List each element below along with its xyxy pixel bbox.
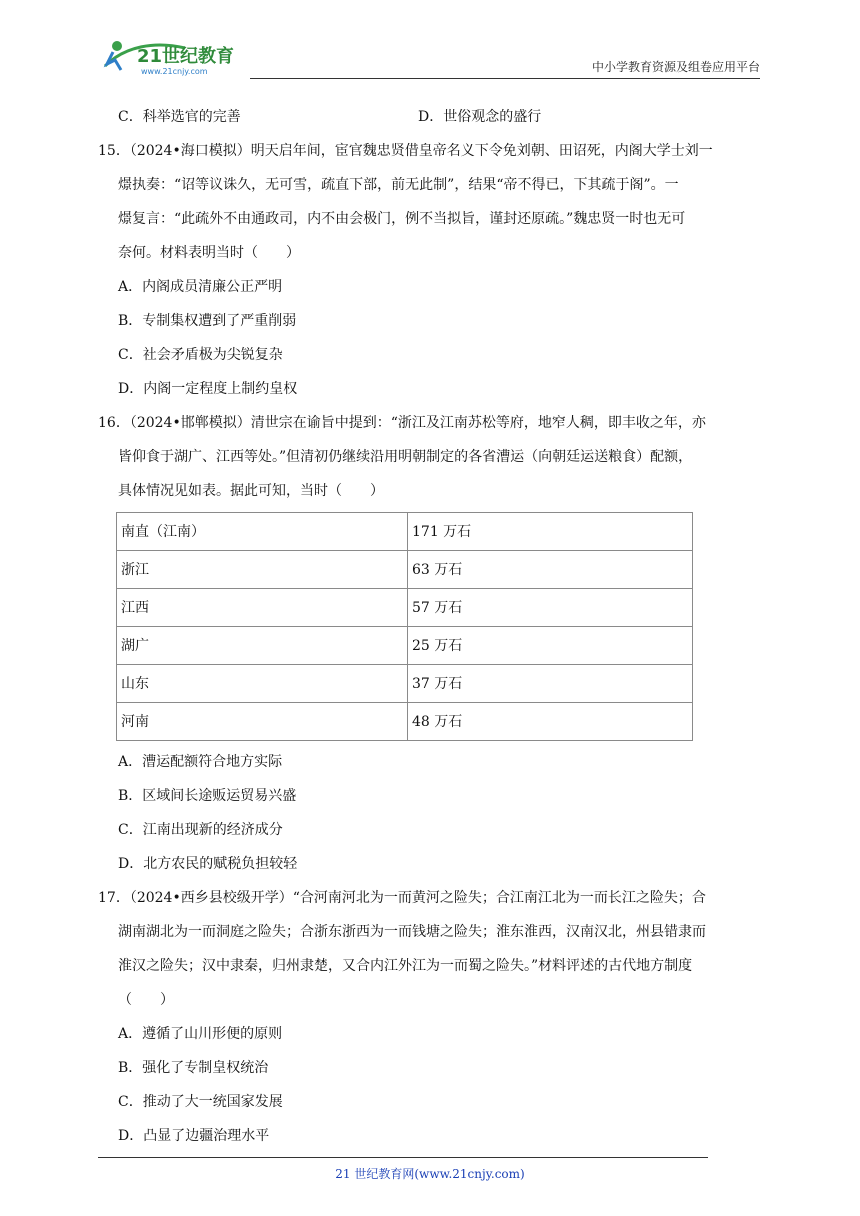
table-cell: 湖广 — [117, 627, 408, 665]
table-cell: 48 万石 — [408, 703, 693, 741]
grain-quota-table — [116, 512, 693, 741]
table-cell: 63 万石 — [408, 551, 693, 589]
option-a: A．漕运配额符合地方实际 — [118, 754, 283, 770]
option-c: C．推动了大一统国家发展 — [118, 1094, 283, 1110]
document-body — [98, 100, 760, 1153]
question-line: 16．（2024•邯郸模拟）清世宗在谕旨中提到：“浙江及江南苏松等府，地窄人稠，即丰收之年，亦 — [98, 415, 706, 431]
option-d: D．北方农民的赋税负担较轻 — [118, 856, 298, 872]
question-line: （ ） — [118, 992, 174, 1008]
page-header — [95, 30, 760, 80]
option-d: D．凸显了边疆治理水平 — [118, 1128, 270, 1144]
table-cell: 25 万石 — [408, 627, 693, 665]
option-d: D．世俗观念的盛行 — [418, 109, 542, 125]
question-16 — [98, 406, 760, 881]
footer-divider — [98, 1157, 708, 1158]
question-line: 燝复言：“此疏外不由通政司，内不由会极门，例不当拟旨，谨封还原疏。”魏忠贤一时也无可 — [118, 211, 686, 227]
platform-name: 中小学教育资源及组卷应用平台 — [591, 60, 760, 74]
table-cell: 57 万石 — [408, 589, 693, 627]
header-divider — [250, 78, 760, 79]
option-c: C．社会矛盾极为尖锐复杂 — [118, 347, 283, 363]
table-row — [117, 627, 693, 665]
page-footer: 21 世纪教育网(www.21cnjy.com) — [335, 1167, 525, 1181]
svg-text:21世纪教育: 21世纪教育 — [137, 46, 235, 67]
q14-options — [98, 100, 760, 134]
table-row — [117, 703, 693, 741]
question-line: 具体情况见如表。据此可知，当时（ ） — [118, 483, 384, 499]
option-c: C．江南出现新的经济成分 — [118, 822, 283, 838]
question-line: 淮汉之险失；汉中隶秦，归州隶楚，又合内江外江为一而蜀之险失。”材料评述的古代地方制度 — [118, 958, 693, 974]
table-cell: 河南 — [117, 703, 408, 741]
question-line: 奈何。材料表明当时（ ） — [118, 245, 300, 261]
option-b: B．强化了专制皇权统治 — [118, 1060, 269, 1076]
question-line: 15．（2024•海口模拟）明天启年间，宦官魏忠贤借皇帝名义下令免刘朝、田诏死，内阁大学士刘一 — [98, 143, 713, 159]
table-row — [117, 513, 693, 551]
table-cell: 171 万石 — [408, 513, 693, 551]
table-row — [117, 551, 693, 589]
option-b: B．专制集权遭到了严重削弱 — [118, 313, 297, 329]
table-cell: 浙江 — [117, 551, 408, 589]
question-line: 燝执奏：“诏等议诛久，无可雪，疏直下部，前无此制”，结果“帝不得已，下其疏于阁”。一 — [118, 177, 679, 193]
option-a: A．内阁成员清廉公正严明 — [118, 279, 283, 295]
table-row — [117, 665, 693, 703]
question-line: 皆仰食于湖广、江西等处。”但清初仍继续沿用明朝制定的各省漕运（向朝廷运送粮食）配额， — [118, 449, 693, 465]
table-row — [117, 589, 693, 627]
option-d: D．内阁一定程度上制约皇权 — [118, 381, 298, 397]
table-cell: 37 万石 — [408, 665, 693, 703]
site-logo — [95, 36, 255, 76]
table-cell: 江西 — [117, 589, 408, 627]
option-a: A．遵循了山川形便的原则 — [118, 1026, 283, 1042]
question-15 — [98, 134, 760, 406]
table-cell: 山东 — [117, 665, 408, 703]
svg-text:www.21cnjy.com: www.21cnjy.com — [141, 67, 208, 76]
question-line: 湖南湖北为一而洞庭之险失；合浙东浙西为一而钱塘之险失；淮东淮西，汉南汉北，州县错隶而 — [118, 924, 706, 940]
option-c: C．科举选官的完善 — [118, 109, 241, 125]
question-17 — [98, 881, 760, 1153]
table-cell: 南直（江南） — [117, 513, 408, 551]
question-line: 17．（2024•西乡县校级开学）“合河南河北为一而黄河之险失；合江南江北为一而长江之险失；合 — [98, 890, 706, 906]
option-b: B．区域间长途贩运贸易兴盛 — [118, 788, 297, 804]
